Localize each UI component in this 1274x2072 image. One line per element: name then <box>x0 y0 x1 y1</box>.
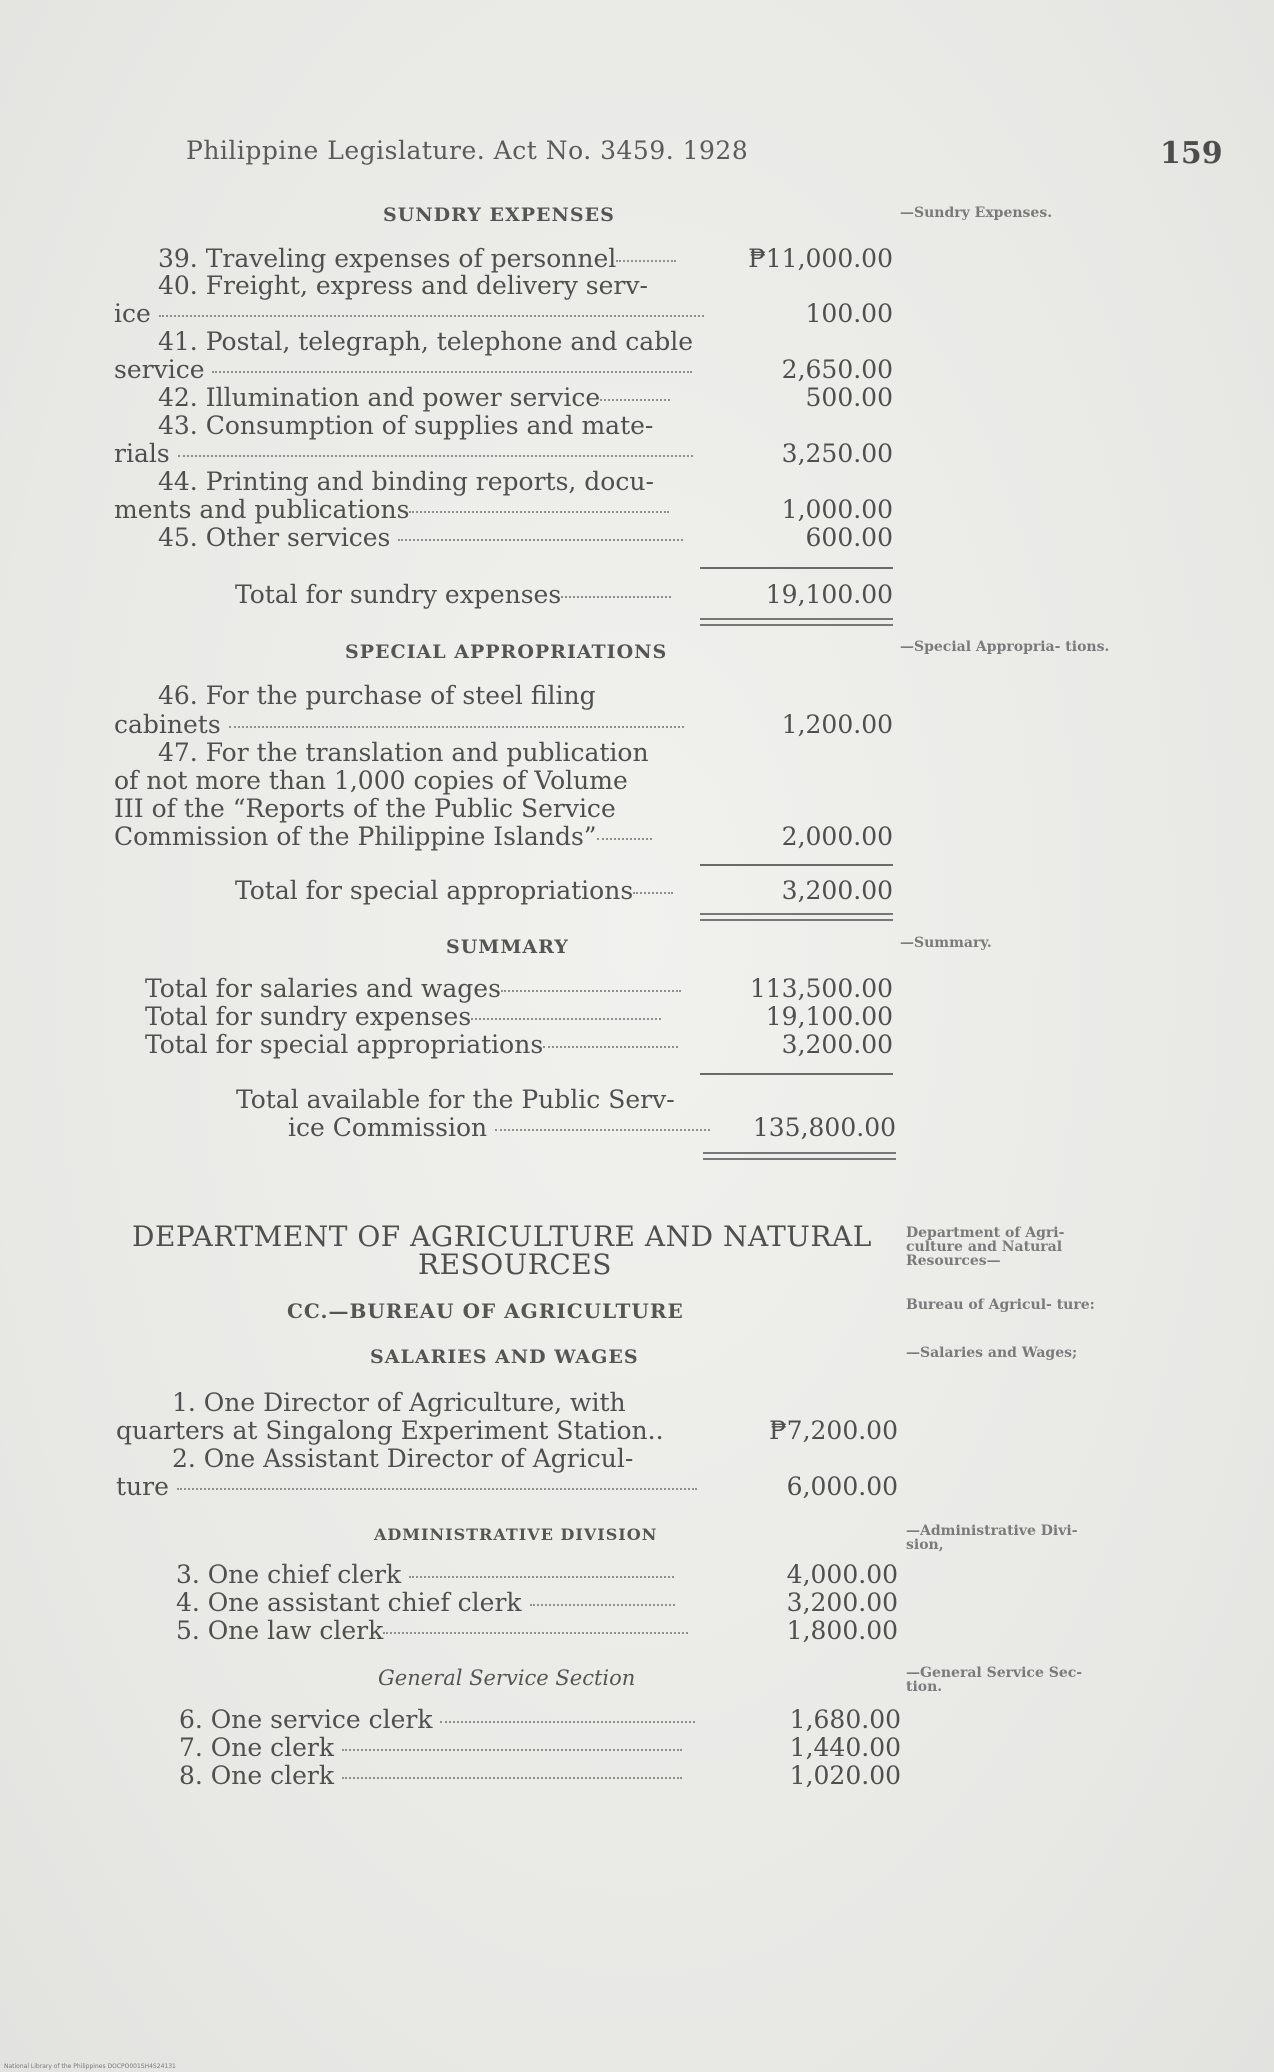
summary-salaries-value: 113,500.00 <box>749 974 893 1003</box>
item-1-line2: quarters at Singalong Experiment Station.. <box>116 1416 664 1445</box>
item-43-line2: rials <box>114 439 693 468</box>
amount-3: 4,000.00 <box>786 1560 898 1589</box>
salaries-margin-note: —Salaries and Wages; <box>906 1345 1078 1361</box>
item-3: 3. One chief clerk <box>176 1560 674 1589</box>
item-5: 5. One law clerk <box>176 1616 688 1645</box>
item-2-line2: ture <box>116 1472 697 1501</box>
department-title-line2: RESOURCES <box>418 1248 612 1281</box>
summary-sundry-value: 19,100.00 <box>765 1002 893 1031</box>
page-number: 159 <box>1160 136 1223 171</box>
item-2-line1: 2. One Assistant Director of Agricul- <box>172 1444 634 1473</box>
item-42: 42. Illumination and power service <box>158 383 670 412</box>
item-39: 39. Traveling expenses of personnel <box>158 244 676 273</box>
amount-42: 500.00 <box>805 383 893 412</box>
sundry-total: 19,100.00 <box>765 580 893 609</box>
item-6: 6. One service clerk <box>179 1705 695 1734</box>
salaries-heading: SALARIES AND WAGES <box>370 1346 639 1368</box>
item-46-line2: cabinets <box>114 710 684 739</box>
sundry-total-label: Total for sundry expenses <box>235 580 671 609</box>
subtotal-rule <box>700 864 893 866</box>
amount-4: 3,200.00 <box>786 1588 898 1617</box>
department-margin-note: Department of Agri- culture and Natural Resources— <box>906 1225 1065 1269</box>
amount-1: ₱7,200.00 <box>769 1416 898 1445</box>
amount-40: 100.00 <box>805 299 893 328</box>
total-double-rule <box>700 618 893 626</box>
grand-total-line1: Total available for the Public Serv- <box>236 1085 675 1114</box>
amount-2: 6,000.00 <box>786 1472 898 1501</box>
item-44-line1: 44. Printing and binding reports, docu- <box>158 467 654 496</box>
item-7: 7. One clerk <box>179 1733 682 1762</box>
amount-5: 1,800.00 <box>786 1616 898 1645</box>
amount-46: 1,200.00 <box>781 710 893 739</box>
summary-special: Total for special appropriations <box>145 1030 678 1059</box>
gss-margin-note: —General Service Sec- tion. <box>906 1665 1083 1695</box>
general-service-heading: General Service Section <box>378 1666 636 1690</box>
amount-47: 2,000.00 <box>781 822 893 851</box>
total-double-rule <box>703 1152 896 1160</box>
summary-heading: SUMMARY <box>446 936 569 958</box>
summary-salaries: Total for salaries and wages <box>145 974 681 1003</box>
special-margin-note: —Special Appropria- tions. <box>900 639 1110 655</box>
item-40-line2: ice <box>114 299 704 328</box>
item-8: 8. One clerk <box>179 1761 682 1790</box>
amount-6: 1,680.00 <box>789 1705 901 1734</box>
admin-division-heading: ADMINISTRATIVE DIVISION <box>374 1525 658 1544</box>
item-1-line1: 1. One Director of Agriculture, with <box>172 1388 626 1417</box>
amount-43: 3,250.00 <box>781 439 893 468</box>
special-heading: SPECIAL APPROPRIATIONS <box>345 641 668 663</box>
running-head: Philippine Legislature. Act No. 3459. 1928 <box>186 136 749 165</box>
subtotal-rule <box>700 1073 893 1075</box>
summary-sundry: Total for sundry expenses <box>145 1002 661 1031</box>
item-4: 4. One assistant chief clerk <box>176 1588 675 1617</box>
item-47-line3: III of the “Reports of the Public Service <box>114 794 616 823</box>
amount-8: 1,020.00 <box>789 1761 901 1790</box>
special-total-label: Total for special appropriations <box>235 876 673 905</box>
grand-total: 135,800.00 <box>752 1113 896 1142</box>
sundry-heading: SUNDRY EXPENSES <box>383 204 615 226</box>
item-47-line1: 47. For the translation and publication <box>158 738 649 767</box>
bureau-heading: CC.—BUREAU OF AGRICULTURE <box>287 1299 684 1323</box>
amount-41: 2,650.00 <box>781 355 893 384</box>
item-41-line2: service <box>114 355 692 384</box>
admin-margin-note: —Administrative Divi- sion, <box>906 1523 1078 1553</box>
summary-special-value: 3,200.00 <box>781 1030 893 1059</box>
bureau-margin-note: Bureau of Agricul- ture: <box>906 1297 1095 1313</box>
item-47-line4: Commission of the Philippine Islands” <box>114 822 652 851</box>
total-double-rule <box>700 913 893 921</box>
scan-footer: National Library of the Philippines DOCPO001SH4S24131 <box>4 2063 176 2070</box>
item-43-line1: 43. Consumption of supplies and mate- <box>158 411 654 440</box>
special-total: 3,200.00 <box>781 876 893 905</box>
amount-44: 1,000.00 <box>781 495 893 524</box>
amount-39: ₱11,000.00 <box>748 244 893 273</box>
item-47-line2: of not more than 1,000 copies of Volume <box>114 766 628 795</box>
sundry-margin-note: —Sundry Expenses. <box>900 205 1053 221</box>
item-45: 45. Other services <box>158 523 683 552</box>
subtotal-rule <box>700 567 893 569</box>
amount-7: 1,440.00 <box>789 1733 901 1762</box>
item-40-line1: 40. Freight, express and delivery serv- <box>158 271 648 300</box>
item-46-line1: 46. For the purchase of steel filing <box>158 681 596 710</box>
amount-45: 600.00 <box>805 523 893 552</box>
item-41-line1: 41. Postal, telegraph, telephone and cable <box>158 327 694 356</box>
item-44-line2: ments and publications <box>114 495 669 524</box>
grand-total-line2: ice Commission <box>288 1113 710 1142</box>
summary-margin-note: —Summary. <box>900 935 992 951</box>
department-title-line1: DEPARTMENT OF AGRICULTURE AND NATURAL <box>132 1220 872 1253</box>
